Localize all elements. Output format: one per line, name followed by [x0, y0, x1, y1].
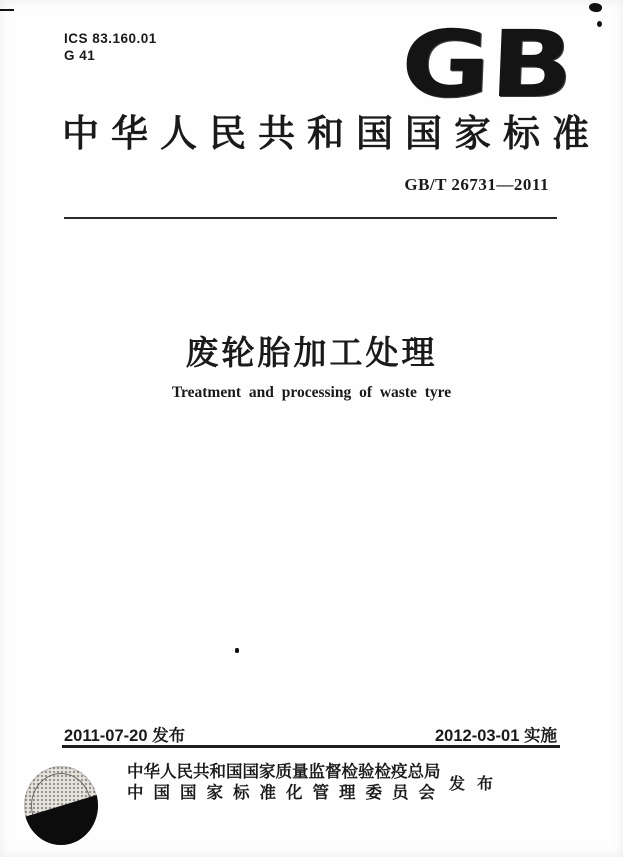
scan-artifact-dot	[597, 21, 602, 27]
publisher-block	[127, 762, 441, 803]
issue-date-group	[64, 722, 185, 746]
document-title-english: Treatment and processing of waste tyre	[171, 384, 452, 401]
ics-block	[64, 30, 157, 64]
implement-date-group	[435, 722, 557, 746]
standard-number: GB/T 26731—2011	[404, 175, 549, 194]
scan-artifact-dot	[235, 648, 239, 653]
ics-code: ICS 83.160.01	[64, 31, 157, 46]
scan-artifact-line	[0, 9, 14, 11]
scan-artifact-blob	[588, 2, 603, 14]
implement-label: 实施	[524, 727, 557, 745]
classification-code: G 41	[64, 48, 96, 63]
date-row	[64, 722, 557, 746]
issue-label: 发布	[152, 727, 186, 745]
certification-seal-icon	[24, 766, 98, 845]
national-standard-title: 中华人民共和国国家标准	[62, 114, 601, 155]
publish-label: 发 布	[449, 776, 498, 793]
publisher-line2: 中国国家标准化管理委员会	[127, 782, 435, 802]
header-divider	[64, 217, 557, 219]
gb-logo-icon: GB	[398, 11, 576, 118]
issue-date: 2011-07-20	[64, 727, 148, 745]
document-title-chinese: 废轮胎加工处理	[185, 336, 438, 372]
publisher-line1: 中华人民共和国国家质量监督检验检疫总局	[127, 762, 441, 781]
implement-date: 2012-03-01	[435, 727, 520, 745]
footer-divider	[62, 745, 560, 748]
